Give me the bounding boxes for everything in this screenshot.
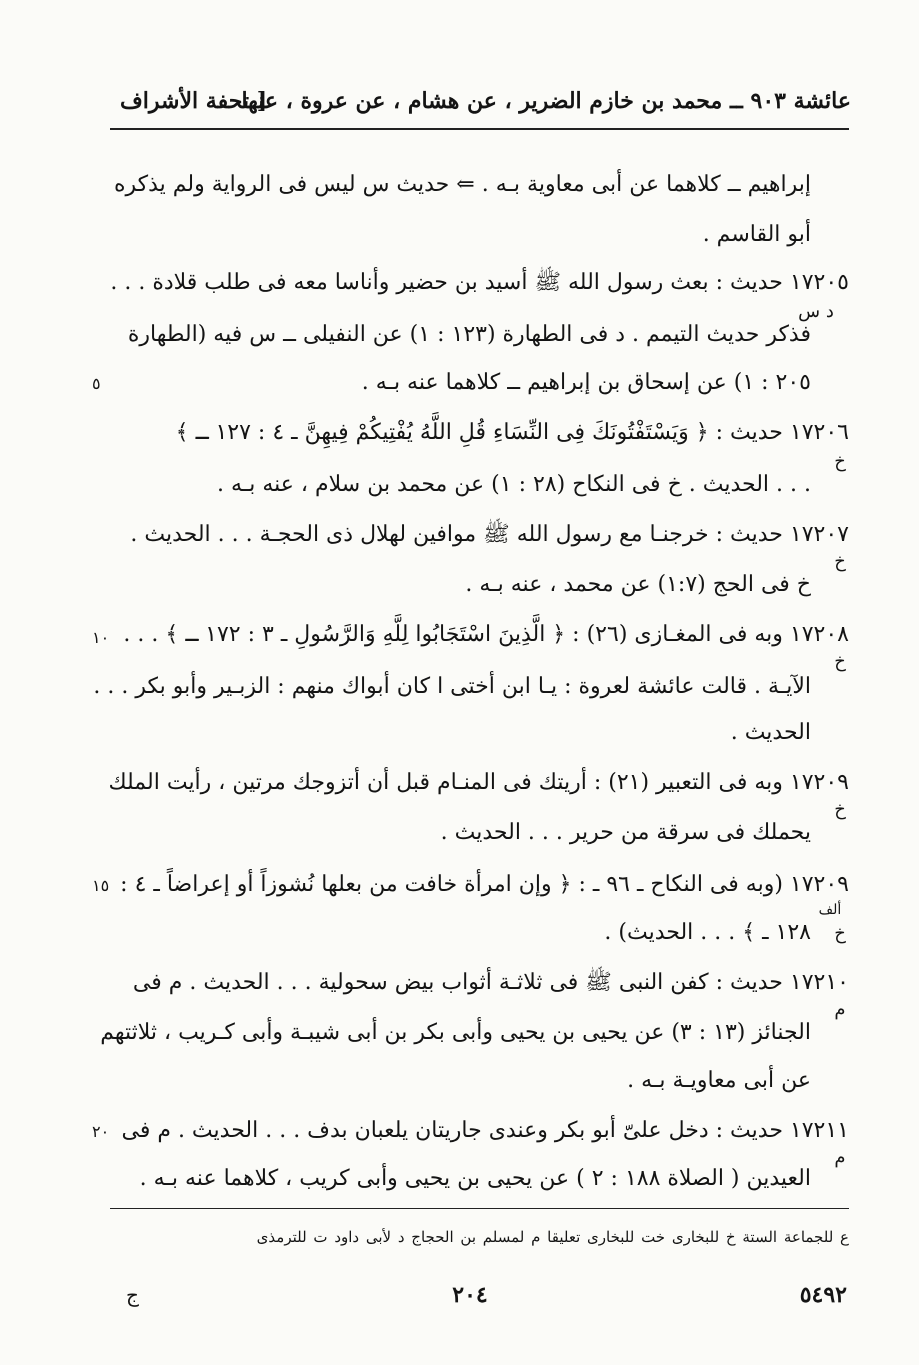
text-line: عن أبى معاويـة بـه . [627, 1068, 811, 1093]
siglum: خ [834, 451, 846, 472]
line-number: ١٠ [92, 628, 110, 647]
siglum: م [834, 1147, 846, 1168]
siglum: خ [834, 651, 846, 672]
text-line: العيدين ( الصلاة ١٨٨ : ٢ ) عن يحيى بن يحيى وأبى كريب ، كلاهما عنه بـه . [139, 1166, 811, 1191]
siglum: م [834, 999, 846, 1020]
text-line: الجنائز (١٣ : ٣) عن يحيى بن يحيى وأبى بكر بن أبى شيبـة وأبى كـريب ، ثلاثتهم [100, 1020, 811, 1045]
text-line: الآيـة . قالت عائشة لعروة : يـا ابن أختى ا كان أبواك منهم : الزبـير وأبو بكر . . . [93, 674, 811, 699]
text-line: فذكر حديث التيمم . د فى الطهارة (١٢٣ : ١) عن النفيلى ــ س فيه (الطهارة [127, 322, 811, 347]
hadith-17210-line: ١٧٢١٠ حديث : كفن النبى ﷺ فى ثلاثـة أثواب بيض سحولية . . . الحديث . م فى [132, 970, 849, 995]
text-line: خ فى الحج (١:٧) عن محمد ، عنه بـه . [465, 572, 811, 597]
volume-number: ٥٤٩٢ [799, 1282, 847, 1308]
line-number: ٥ [92, 374, 101, 393]
footer-rule [110, 1208, 849, 1209]
header-rule [110, 128, 849, 130]
text-line: ٢٠٥ : ١) عن إسحاق بن إبراهيم ــ كلاهما عنه بـه . [361, 370, 811, 395]
hadith-17209-alef-line: ١٧٢٠٩ (وبه فى النكاح ـ ٩٦ ـ : ﴿ وإن امرأة خافت من بعلها نُشوزاً أو إعراضاً ـ ٤ : [120, 872, 849, 897]
abbreviation-legend: ع للجماعة الستة خ للبخارى خت للبخارى تعليقا م لمسلم بن الحجاج د لأبى داود ت للترمذى [256, 1228, 849, 1246]
page-header-book: [ تحفة الأشراف [120, 88, 268, 114]
page-footer-left: ج [126, 1283, 139, 1307]
siglum: د س [798, 301, 834, 322]
text-line: ١٢٨ ـ ﴾ . . . الحديث) . [604, 920, 811, 945]
hadith-17211-line: ١٧٢١١ حديث : دخل علىّ أبو بكر وعندى جاريتان يلعبان بدف . . . الحديث . م فى [121, 1118, 849, 1143]
line-number: ٢٠ [92, 1122, 110, 1141]
hadith-17205-line: ١٧٢٠٥ حديث : بعث رسول الله ﷺ أسيد بن حضير وأناسا معه فى طلب قلادة . . . [110, 270, 849, 295]
page-number: ٢٠٤ [452, 1282, 488, 1308]
hadith-17209-line: ١٧٢٠٩ وبه فى التعبير (٢١) : أريتك فى المنـام قبل أن أتزوجك مرتين ، رأيت الملك [108, 770, 849, 795]
text-line: الحديث . [730, 720, 811, 745]
text-line: إبراهيم ــ كلاهما عن أبى معاوية بـه . ⇐ حديث س ليس فى الرواية ولم يذكره [113, 172, 811, 197]
siglum: خ [834, 799, 846, 820]
siglum: خ [834, 551, 846, 572]
text-line: أبو القاسم . [702, 222, 811, 247]
siglum: خ [834, 923, 846, 944]
text-line: . . . الحديث . خ فى النكاح (٢٨ : ١) عن محمد بن سلام ، عنه بـه . [217, 472, 811, 497]
text-line: يحملك فى سرقة من حرير . . . الحديث . [440, 820, 811, 845]
siglum: ألف [818, 902, 842, 918]
hadith-17206-line: ١٧٢٠٦ حديث : ﴿ وَيَسْتَفْتُونَكَ فِى النِّسَاءِ قُلِ اللَّهُ يُفْتِيكُمْ فِيهِنَّ ـ ٤ : ١٢٧ ـ ﴾ [175, 420, 849, 445]
hadith-17208-line: ١٧٢٠٨ وبه فى المغـازى (٢٦) : ﴿ الَّذِينَ اسْتَجَابُوا لِلَّهِ وَالرَّسُولِ ـ ٣ : ١٧٢ ـ ﴾ . . . [123, 622, 849, 647]
page-header-title: عائشة ٩٠٣ ــ محمد بن خازم الضرير ، عن هشام ، عن عروة ، عنها [241, 88, 851, 114]
hadith-17207-line: ١٧٢٠٧ حديث : خرجنـا مع رسول الله ﷺ موافين لهلال ذى الحجـة . . . الحديث . [130, 522, 849, 547]
line-number: ١٥ [92, 876, 110, 895]
